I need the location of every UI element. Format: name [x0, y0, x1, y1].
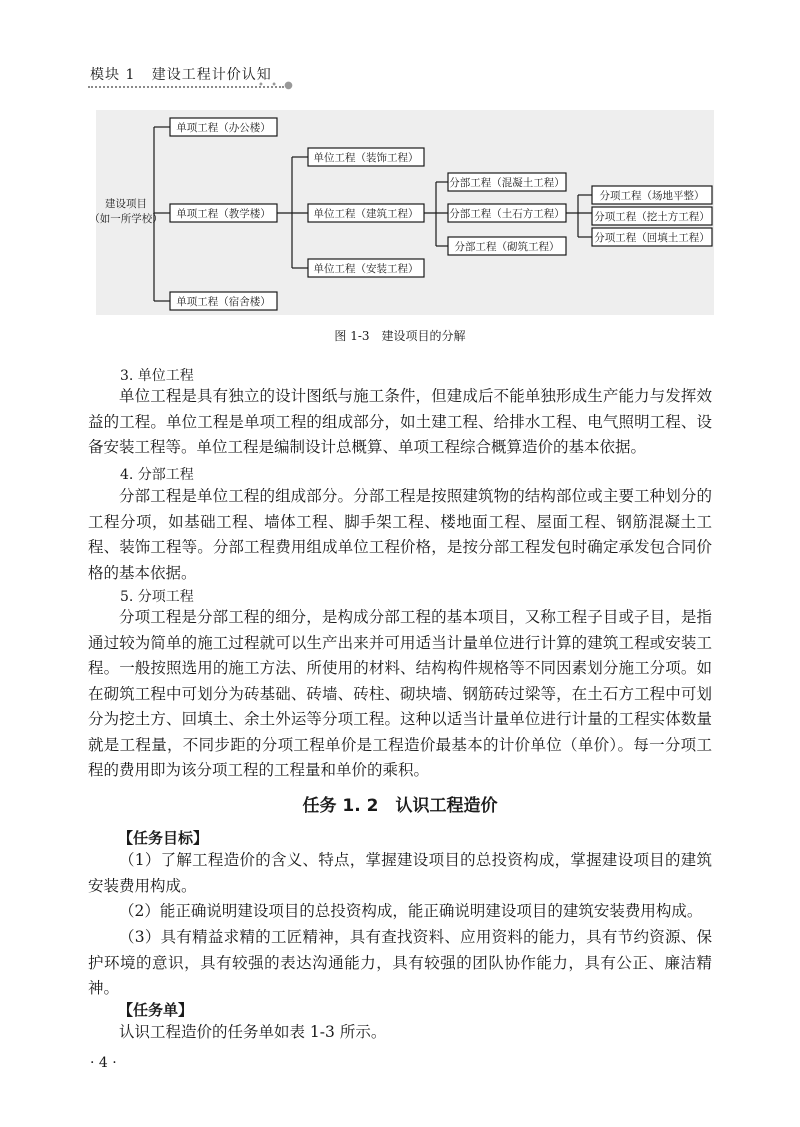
section-heading: 5. 分项工程 [120, 589, 194, 605]
header-dots: • • ● [258, 80, 295, 91]
task-title: 任务 1. 2 认识工程造价 [302, 796, 498, 816]
section-paragraph: 分部工程是单位工程的组成部分。分部工程是按照建筑物的结构部位或主要工种划分的工程分项，如基础工程、墙体工程、脚手架工程、楼地面工程、屋面工程、钢筋混凝土工程、装饰工程等。分部工程费用组成单位工程价格，是按分部工程发包时确定承发包合同价格的基本依据。 [88, 487, 712, 582]
section-heading: 4. 分部工程 [120, 467, 194, 483]
figure-caption: 图 1-3 建设项目的分解 [334, 329, 466, 343]
unit-project-label: 单位工程（安装工程） [313, 263, 419, 275]
task-goal-item: （3）具有精益求精的工匠精神，具有查找资料、应用资料的能力，具有节约资源、保护环境的意识，具有较强的表达沟通能力，具有较强的团队协作能力，具有公正、廉洁精神。 [88, 928, 712, 997]
decomposition-diagram-svg [0, 0, 800, 330]
section-paragraph: 单位工程是具有独立的设计图纸与施工条件，但建成后不能单独形成生产能力与发挥效益的工程。单位工程是单项工程的组成部分，如土建工程、给排水工程、电气照明工程、设备安装工程等。单位工程是编制设计总概算、单项工程综合概算造价的基本依据。 [88, 387, 712, 456]
single-project-label: 单项工程（办公楼） [176, 122, 271, 134]
item-project-label: 分项工程（挖土方工程） [594, 211, 710, 223]
division-project-label: 分部工程（土石方工程） [449, 208, 565, 220]
division-project-label: 分部工程（混凝土工程） [449, 177, 565, 189]
section-heading: 3. 单位工程 [120, 368, 194, 384]
single-project-label: 单项工程（教学楼） [176, 208, 271, 220]
root-label-1: 建设项目 [105, 198, 147, 210]
unit-project-label: 单位工程（装饰工程） [313, 152, 419, 164]
task-goal-item: （1）了解工程造价的含义、特点，掌握建设项目的总投资构成，掌握建设项目的建筑安装费用构成。 [88, 851, 712, 895]
task-goal-item: （2）能正确说明建设项目的总投资构成，能正确说明建设项目的建筑安装费用构成。 [119, 902, 703, 920]
root-label-2: （如一所学校） [89, 213, 163, 225]
header-title: 建设工程计价认知 [151, 67, 272, 83]
task-goals-heading: 【任务目标】 [118, 829, 209, 847]
item-project-label: 分项工程（回填土工程） [594, 232, 710, 244]
header-module: 模块 1 [90, 67, 136, 83]
item-project-label: 分项工程（场地平整） [599, 190, 705, 202]
division-project-label: 分部工程（砌筑工程） [454, 241, 560, 253]
unit-project-label: 单位工程（建筑工程） [313, 208, 419, 220]
single-project-label: 单项工程（宿舍楼） [176, 296, 271, 308]
page-number: · 4 · [90, 1055, 117, 1071]
section-paragraph: 分项工程是分部工程的细分，是构成分部工程的基本项目，又称工程子目或子目，是指通过较为简单的施工过程就可以生产出来并可用适当计量单位进行计算的建筑工程或安装工程。一般按照选用的施工方法、所使用的材料、结构构件规格等不同因素划分施工分项。如在砌筑工程中可划分为砖基础、砖墙、砖柱、砌块墙、钢筋砖过梁等，在土石方工程中可划分为挖土方、回填土、余土外运等分项工程。这种以适当计量单位进行计量的工程实体数量就是工程量，不同步距的分项工程单价是工程造价最基本的计价单位（单价）。每一分项工程的费用即为该分项工程的工程量和单价的乘积。 [88, 608, 712, 779]
task-sheet-text: 认识工程造价的任务单如表 1-3 所示。 [119, 1023, 387, 1041]
task-sheet-heading: 【任务单】 [118, 1001, 194, 1019]
